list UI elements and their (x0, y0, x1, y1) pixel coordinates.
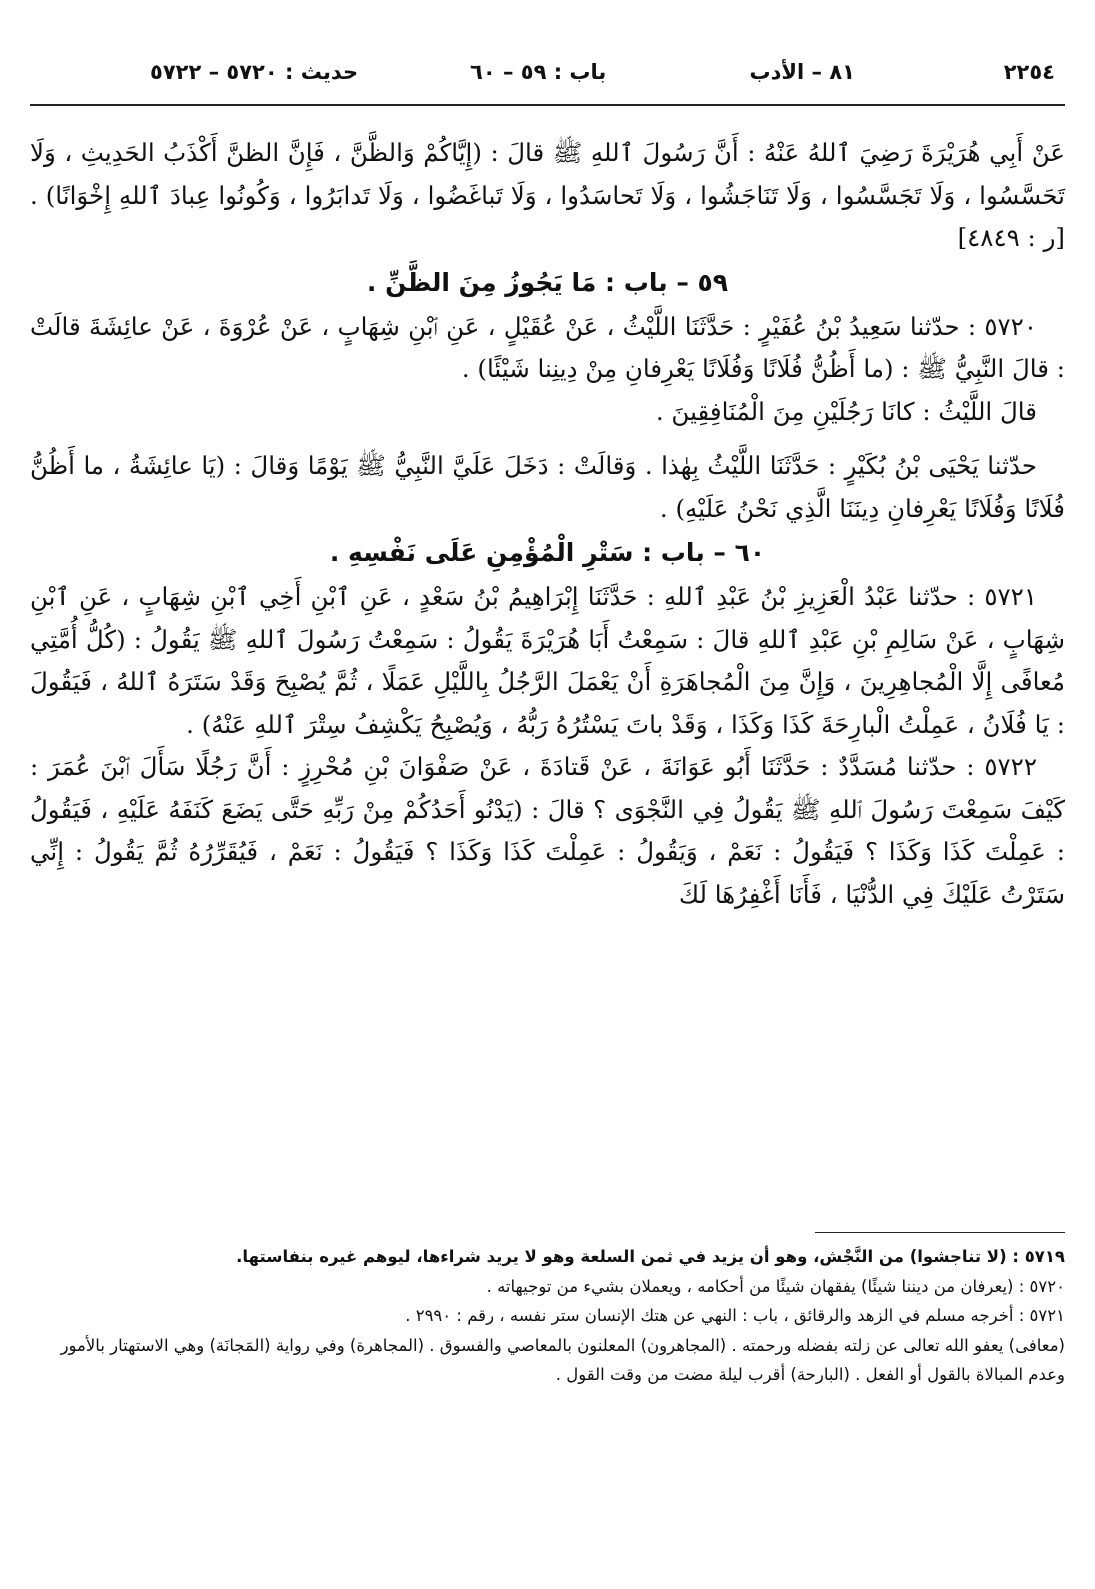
hadith-5720: ٥٧٢٠ : حدّثنا سَعِيدُ بْنُ عُفَيْرٍ : حَدَّثَنَا اللَّيْثُ ، عَنْ عُقَيْلٍ ، عَنِ ٱبْنِ شِهَابٍ ، عَنْ عُرْوَةَ ، عَنْ عائِشَةَ قالَتْ : قالَ النَّبِيُّ ﷺ : (ما أَظُنُّ فُلَانًا وَفُلَانًا يَعْرِفانِ مِنْ دِينِنا شَيْئًا) . (30, 311, 1065, 383)
hadith-5722: ٥٧٢٢ : حدّثنا مُسَدَّدٌ : حَدَّثَنَا أَبُو عَوَانَةَ ، عَنْ قَتادَةَ ، عَنْ صَفْوَانَ بْنِ مُحْرِزٍ : أَنَّ رَجُلًا سَأَلَ ٱبْنَ عُمَرَ : كَيْفَ سَمِعْتَ رَسُولَ ٱللهِ ﷺ يَقُولُ فِي النَّجْوَى ؟ قالَ : (يَدْنُو أَحَدُكُمْ مِنْ رَبِّهِ حَتَّى يَضَعَ كَنَفَهُ عَلَيْهِ ، فَيَقُولُ : عَمِلْتَ كَذَا وَكَذَا ؟ فَيَقُولُ : نَعَمْ ، وَيَقُولُ : عَمِلْتَ كَذَا وَكَذَا ؟ فَيَقُولُ : نَعَمْ ، فَيُقَرِّرُهُ ثُمَّ يَقُولُ : إِنِّي سَتَرْتُ عَلَيْكَ فِي الدُّنْيَا ، فَأَنَا أَغْفِرُهَا لَكَ (30, 752, 1065, 909)
page-number: ٢٢٥٤ (1003, 60, 1055, 84)
hadith-range: حديث : ٥٧٢٠ – ٥٧٢٢ (150, 60, 359, 84)
chapter-range: باب : ٥٩ – ٦٠ (470, 60, 607, 84)
footnote-5721-source: ٥٧٢١ : أخرجه مسلم في الزهد والرقائق ، باب : النهي عن هتك الإنسان ستر نفسه ، رقم : ٢٩٩٠ . (405, 1306, 1065, 1325)
hadith-5721: ٥٧٢١ : حدّثنا عَبْدُ الْعَزِيزِ بْنُ عَبْدِ ٱللهِ : حَدَّثَنَا إِبْرَاهِيمُ بْنُ سَعْدٍ ، عَنِ ٱبْنِ أَخِي ٱبْنِ شِهَابٍ ، عَنِ ٱبْنِ شِهَابٍ ، عَنْ سَالِمِ بْنِ عَبْدِ ٱللهِ قالَ : سَمِعْتُ أَبَا هُرَيْرَةَ يَقُولُ : سَمِعْتُ رَسُولَ ٱللهِ ﷺ يَقُولُ : (كُلُّ أُمَّتِي مُعافًى إِلَّا الْمُجاهِرِينَ ، وَإِنَّ مِنَ الْمُجاهَرَةِ أَنْ يَعْمَلَ الرَّجُلُ بِاللَّيْلِ عَمَلًا ، ثُمَّ يُصْبِحَ وَقَدْ سَتَرَهُ ٱللهُ ، فَيَقُولَ : يَا فُلَانُ ، عَمِلْتُ الْبارِحَةَ كَذَا وَكَذَا ، وَقَدْ باتَ يَسْتُرُهُ رَبُّهُ ، وَيُصْبِحُ يَكْشِفُ سِتْرَ ٱللهِ عَنْهُ) . (30, 582, 1065, 739)
header-divider (30, 104, 1065, 106)
footnotes (30, 1242, 1065, 1390)
page-header (30, 48, 1065, 103)
main-text (30, 132, 1065, 916)
hadith-5719-continuation: عَنْ أَبِي هُرَيْرَةَ رَضِيَ ٱللهُ عَنْهُ : أَنَّ رَسُولَ ٱللهِ ﷺ قالَ : (إِيَّاكُمْ وَالظَّنَّ ، فَإِنَّ الظنَّ أَكْذَبُ الحَدِيثِ ، وَلَا تَحَسَّسُوا ، وَلَا تَجَسَّسُوا ، وَلَا تَنَاجَشُوا ، وَلَا تَحاسَدُوا ، وَلَا تَباغَضُوا ، وَلَا تَدابَرُوا ، وَكُونُوا عِبادَ ٱللهِ إِخْوَانًا) . [ر : ٤٨٤٩] (30, 138, 1065, 252)
hadith-5720-second-chain: حدّثنا يَحْيَى بْنُ بُكَيْرٍ : حَدَّثَنَا اللَّيْثُ بِهٰذا . وَقالَتْ : دَخَلَ عَلَيَّ النَّبِيُّ ﷺ يَوْمًا وَقالَ : (يَا عائِشَةُ ، ما أَظُنُّ فُلَانًا وَفُلَانًا يَعْرِفانِ دِينَنَا الَّذِي نَحْنُ عَلَيْهِ) . (30, 451, 1065, 523)
chapter-heading-60: ٦٠ – باب : سَتْرِ الْمُؤْمِنِ عَلَى نَفْسِهِ . (329, 538, 766, 567)
footnote-5720: ٥٧٢٠ : (يعرفان من ديننا شيئًا) يفقهان شيئًا من أحكامه ، ويعملان بشيء من توجيهاته . (486, 1276, 1065, 1296)
footnote-5719: ٥٧١٩ : (لا تناجشوا) من النَّجْش، وهو أن يزيد في ثمن السلعة وهو لا يريد شراءها، ليوهم غيره بنفاستها. (236, 1247, 1065, 1266)
footnote-divider (815, 1232, 1065, 1233)
book-title: ٨١ – الأدب (749, 60, 855, 84)
hadith-5720-comment: قالَ اللَّيْثُ : كانَا رَجُلَيْنِ مِنَ الْمُنَافِقِينَ . (655, 396, 1037, 426)
footnote-5721-glossary: (معافى) يعفو الله تعالى عن زلته بفضله ورحمته . (المجاهرون) المعلنون بالمعاصي والفسوق . (المجاهرة) وفي رواية (المَجانَة) وهي الاستهتار بالأمور وعدم المبالاة بالقول أو الفعل . (البارحة) أقرب ليلة مضت من وقت القول . (60, 1335, 1065, 1384)
chapter-heading-59: ٥٩ – باب : مَا يَجُوزُ مِنَ الظَّنِّ . (366, 267, 729, 297)
